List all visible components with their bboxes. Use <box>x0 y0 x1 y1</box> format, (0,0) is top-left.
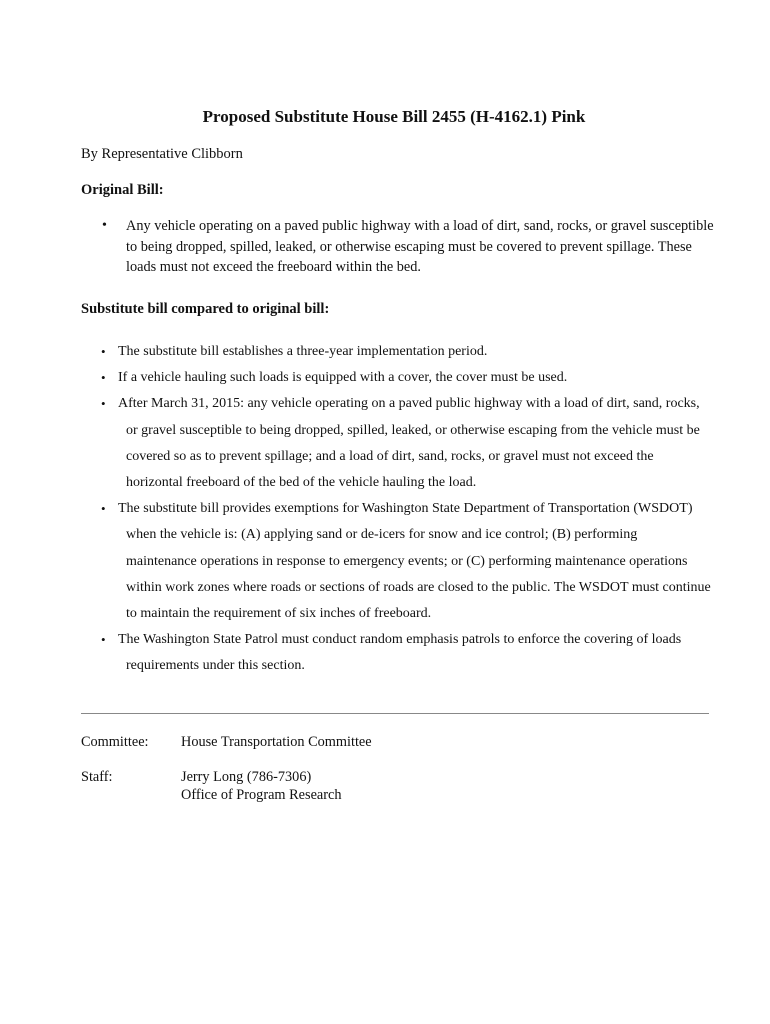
list-item <box>101 496 711 627</box>
list-item <box>101 391 711 496</box>
staff-office: Office of Program Research <box>181 787 342 803</box>
bullet-icon: • <box>101 344 106 359</box>
committee-label: Committee: <box>81 734 149 750</box>
bullet-icon: • <box>101 370 106 386</box>
list-item-text: After March 31, 2015: any vehicle operating on a paved public highway with a load of dirt, sand, rocks, or gravel susceptible to being dropped, spilled, leaked, or otherwise escaping from the vehicle must be covered so as to prevent spillage; and a load of dirt, sand, rocks, or gravel must not exceed the horizontal freeboard of the bed of the vehicle hauling the load. <box>118 396 700 491</box>
list-item-text: Any vehicle operating on a paved public highway with a load of dirt, sand, rocks, or gravel susceptible to being dropped, spilled, leaked, or otherwise escaping must be covered to prevent spillage. These loads must not exceed the freeboard within the bed. <box>126 218 714 275</box>
list-item <box>101 339 711 365</box>
original-bill-list <box>81 216 721 278</box>
original-bill-heading: Original Bill: <box>81 182 164 198</box>
bullet-icon: • <box>102 218 107 233</box>
staff-name: Jerry Long (786-7306) <box>181 769 312 785</box>
list-item-text: The substitute bill provides exemptions for Washington State Department of Transportation (WSDOT) when the vehicle is: (A) applying sand or de-icers for snow and ice control; (B) performing maintenance operations in response to emergency events; or (C) performing maintenance operations within work zones where roads or sections of roads are closed to the public. The WSDOT must continue to maintain the requirement of six inches of freeboard. <box>118 501 711 622</box>
section-divider <box>81 713 709 714</box>
substitute-bill-heading: Substitute bill compared to original bill: <box>81 301 330 317</box>
bullet-icon: • <box>101 632 106 648</box>
bullet-icon: • <box>101 501 106 517</box>
list-item <box>101 627 711 679</box>
bill-title: Proposed Substitute House Bill 2455 (H-4162.1) Pink <box>202 107 586 126</box>
list-item <box>81 216 721 278</box>
bullet-icon: • <box>101 396 106 412</box>
committee-value: House Transportation Committee <box>181 734 372 750</box>
list-item-text: The substitute bill establishes a three-year implementation period. <box>118 344 488 359</box>
sponsor-byline: By Representative Clibborn <box>81 146 243 162</box>
list-item-text: The Washington State Patrol must conduct random emphasis patrols to enforce the covering of loads requirements under this section. <box>118 632 682 674</box>
staff-label: Staff: <box>81 769 113 785</box>
list-item <box>101 365 711 391</box>
list-item-text: If a vehicle hauling such loads is equipped with a cover, the cover must be used. <box>118 370 568 386</box>
substitute-bill-list <box>101 339 711 680</box>
